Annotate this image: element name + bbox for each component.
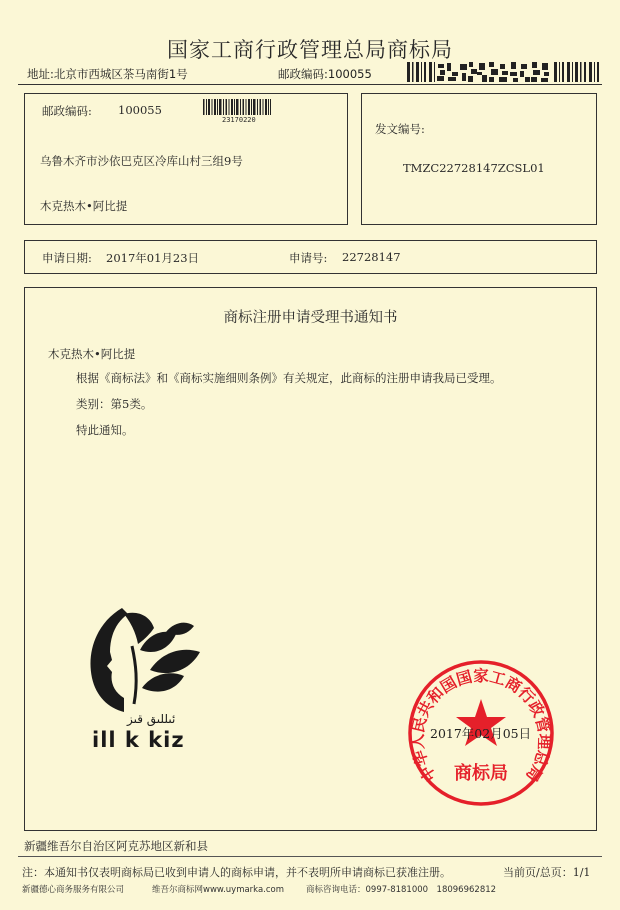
header-divider	[18, 84, 602, 85]
notice-class: 类别：第5类。	[76, 397, 153, 411]
doc-number-label: 发文编号:	[375, 122, 425, 136]
logo-script-text: ئىللىق قىز	[127, 712, 176, 726]
office-address: 地址:北京市西城区茶马南街1号	[27, 67, 188, 81]
recipient-barcode	[203, 99, 271, 115]
notice-closing: 特此通知。	[76, 423, 134, 437]
logo-latin-text: ill k kiz	[92, 728, 185, 752]
footer-note: 注：本通知书仅表明商标局已收到申请人的商标申请，并不表明所申请商标已获准注册。	[22, 866, 451, 879]
application-number-label: 申请号:	[289, 251, 328, 265]
seal-center-text: 商标局	[454, 763, 508, 784]
recipient-barcode-number: 23170220	[222, 116, 256, 124]
office-postal-code: 邮政编码:100055	[278, 67, 372, 81]
notice-body: 根据《商标法》和《商标实施细则条例》有关规定，此商标的注册申请我局已受理。	[76, 371, 502, 385]
footer-page: 当前页/总页：1/1	[503, 866, 591, 879]
seal-date: 2017年02月05日	[430, 726, 532, 741]
notice-title: 商标注册申请受理书通知书	[223, 310, 398, 326]
header-barcode	[407, 62, 599, 82]
footer-divider	[18, 856, 602, 857]
recipient-name: 木克热木•阿比提	[40, 199, 128, 213]
notice-addressee: 木克热木•阿比提	[48, 347, 136, 361]
footer-region: 新疆维吾尔自治区阿克苏地区新和县	[24, 839, 208, 853]
doc-number-value: TMZC22728147ZCSL01	[403, 161, 545, 175]
recipient-postal-label: 邮政编码:	[42, 104, 92, 118]
application-date-value: 2017年01月23日	[106, 251, 200, 265]
recipient-postal-value: 100055	[118, 103, 162, 117]
seal-ring-text: 中华人民共和国国家工商行政管理总局	[407, 666, 555, 786]
application-number-value: 22728147	[342, 250, 401, 264]
footer-website: 维吾尔商标网www.uymarka.com	[152, 885, 285, 895]
recipient-address: 乌鲁木齐市沙依巴克区冷库山村三组9号	[40, 154, 243, 168]
page-title: 国家工商行政管理总局商标局	[167, 38, 453, 62]
footer-company: 新疆德心商务服务有限公司	[22, 885, 125, 895]
application-date-label: 申请日期:	[42, 251, 92, 265]
trademark-logo	[80, 600, 215, 730]
footer-phone: 商标咨询电话：0997-8181000 18096962812	[306, 885, 497, 895]
doc-number-box	[361, 93, 597, 225]
